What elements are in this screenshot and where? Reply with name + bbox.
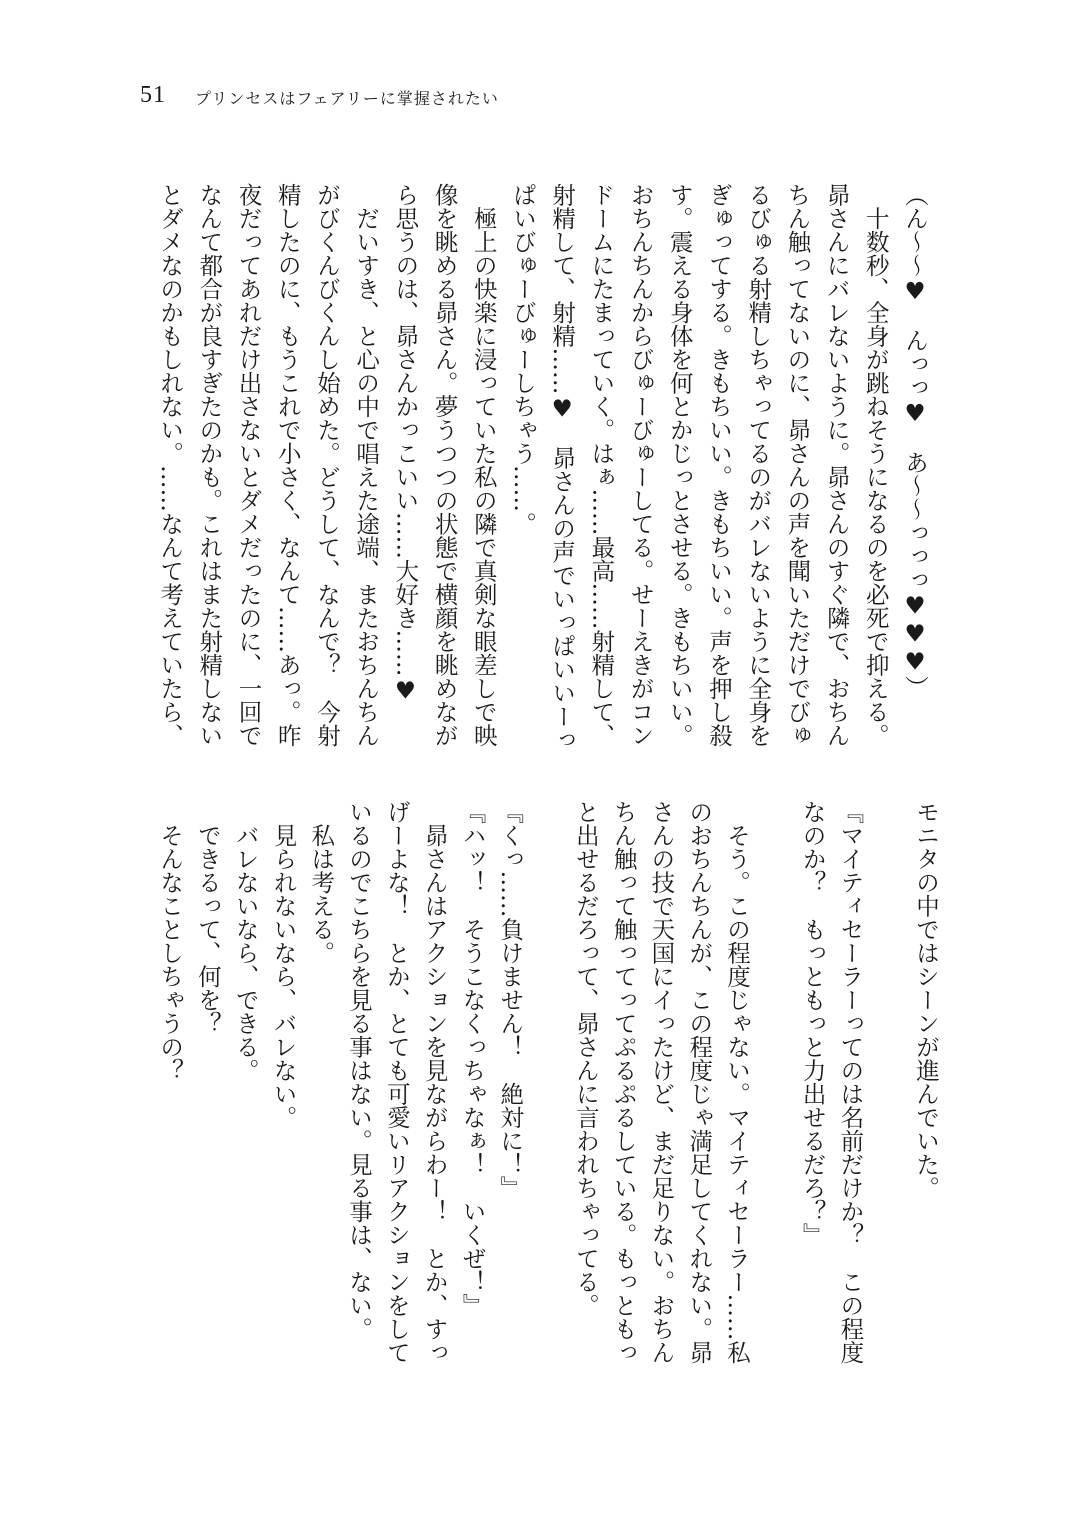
text-line: [755, 800, 793, 1390]
text-line: ちん触ってないのに、昴さんの声を聞いただけでびゅ: [783, 183, 812, 747]
text-line: 極上の快楽に浸っていた私の隣で真剣な眼差しで映: [469, 183, 498, 747]
text-line: だいすき、と心の中で唱えた途端、またおちんちん: [352, 183, 381, 747]
text-line: 昴さんにバレないように。昴さんのすぐ隣で、おちん: [822, 183, 851, 747]
text-line: 精したのに、もうこれで小さく、なんて……あっ。昨: [273, 183, 302, 747]
text-line: がびくんびくんし始めた。どうして、なんで？ 今射: [312, 183, 341, 747]
text-line: 夜だってあれだけ出さないとダメだったのに、一回で: [234, 183, 263, 747]
text-line: [528, 800, 566, 1390]
text-line: 十数秒、全身が跳ねそうになるのを必死で抑える。: [861, 183, 890, 747]
text-line: 『くっ……負けません！ 絶対に！』: [496, 800, 525, 1200]
text-line: 見られないなら、バレない。: [269, 800, 298, 1129]
text-line: 私は考える。: [307, 800, 336, 965]
page-number: 51: [140, 82, 166, 108]
text-line: できるって、何を？: [193, 800, 222, 1035]
text-line: 昴さんはアクションを見ながらわー！ とか、すっ: [420, 800, 449, 1364]
upper-text-block: [150, 183, 934, 763]
text-line: のおちんちんが、この程度じゃ満足してくれない。昴: [685, 800, 714, 1364]
text-line: バレないなら、できる。: [231, 800, 260, 1082]
text-line: そう。この程度じゃない。マイティセーラー……私: [723, 800, 752, 1364]
text-line: す。震える身体を何とかじっとさせる。きもちいい。: [665, 183, 694, 747]
text-line: そんなことしちゃうの？: [156, 800, 185, 1082]
text-line: ちん触って触ってってぷるぷるしている。もっともっ: [609, 800, 638, 1364]
text-line: 射精して、射精……♥ 昴さんの声でいっぱいいーっ: [548, 183, 577, 752]
text-line: なのか？ もっともっと力出せるだろ？』: [798, 800, 827, 1247]
text-line: るびゅる射精しちゃってるのがバレないように全身を: [744, 183, 773, 747]
text-line: げーよな！ とか、とても可愛いリアクションをして: [382, 800, 411, 1364]
lower-text-block: [150, 800, 944, 1390]
text-line: [868, 800, 906, 1390]
text-line: さんの技で天国にイったけど、まだ足りない。おちん: [647, 800, 676, 1364]
text-line: と出せるだろって、昴さんに言われちゃってる。: [571, 800, 600, 1317]
text-line: おちんちんからびゅーびゅーしてる。せーえきがコン: [626, 183, 655, 747]
text-line: いるのでこちらを見る事はない。見る事は、ない。: [345, 800, 374, 1341]
text-line: 像を眺める昴さん。夢うつつの状態で横顔を眺めなが: [430, 183, 459, 747]
text-line: モニタの中ではシーンが進んでいた。: [912, 800, 940, 1200]
text-line: なんて都合が良すぎたのかも。これはまた射精しない: [195, 183, 224, 747]
running-title: プリンセスはフェアリーに掌握されたい: [195, 89, 499, 108]
text-line: とダメなのかもしれない。……なんて考えていたら、: [156, 183, 185, 747]
text-line: ぱいびゅーびゅーしちゃう……。: [508, 183, 537, 536]
text-line: ら思うのは、昴さんかっこいい……大好き……♥: [391, 183, 420, 705]
text-line: 『マイティセーラーってのは名前だけか？ この程度: [836, 800, 865, 1364]
text-line: ドームにたまっていく。はぁ……最高……射精して、: [587, 183, 616, 747]
text-line: 『ハッ！ そうこなくっちゃなぁ！ いくぜ！』: [458, 800, 487, 1317]
text-line: （ん〜〜♥ んっっ♥ あ〜〜っっっ♥♥♥）: [901, 183, 929, 699]
text-line: ぎゅってする。きもちいい。きもちいい。声を押し殺: [704, 183, 733, 747]
